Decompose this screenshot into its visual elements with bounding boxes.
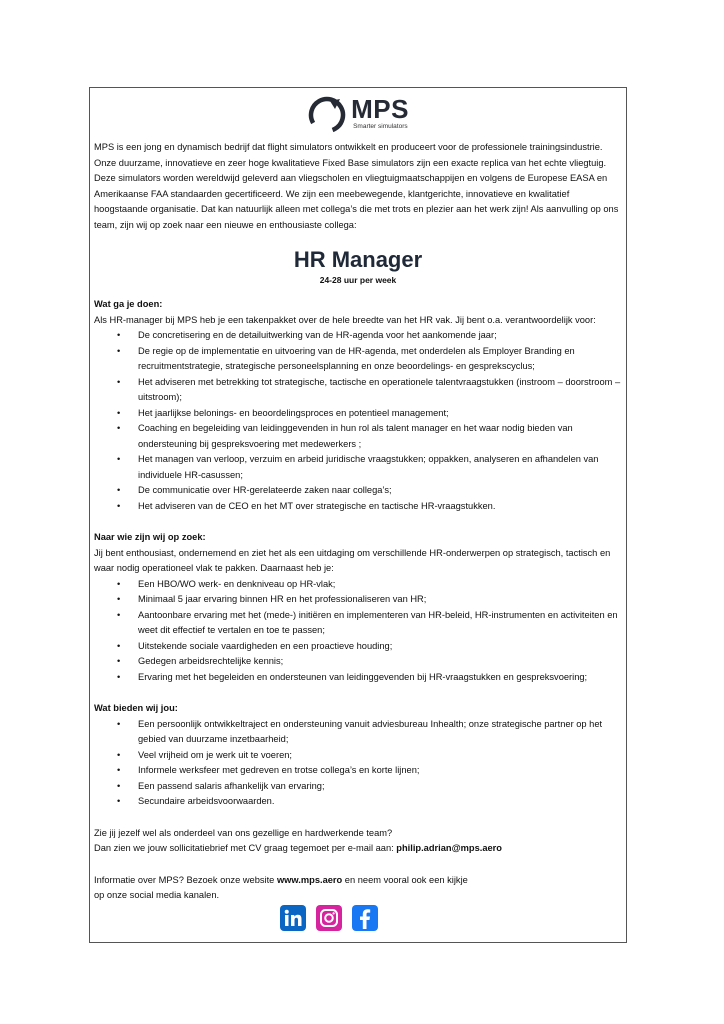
list-item: • Het managen van verloop, verzuim en arbeid juridische vraagstukken; oppakken, analyseren en afhandelen van individuele HR-casussen; [117, 454, 599, 480]
list-item: • Uitstekende sociale vaardigheden en een proactieve houding; [94, 639, 622, 655]
bullet: • [117, 656, 121, 666]
list-item: • Het adviseren van de CEO en het MT over strategische en tactische HR-vraagstukken. [94, 499, 622, 515]
offer-list [94, 717, 622, 810]
job-posting [94, 95, 622, 931]
instagram-icon[interactable] [316, 905, 342, 931]
bullet: • [117, 765, 121, 775]
company-intro: MPS is een jong en dynamisch bedrijf dat flight simulators ontwikkelt en produceert voor de professionele trainingsindustrie. Onze duurzame, innovatieve en zeer hoge kwalitatieve Fixed Base simulators zijn een exacte replica van het echte vliegtuig. Deze simulators worden wereldwijd geleverd aan vliegscholen en vliegtuigmaatschappijen en volgens de Europese EASA en Amerikaanse FAA standaarden gecertificeerd. We zijn een meebewegende, klantgerichte, innovatieve en kwalitatief hoogstaande organisatie. Dat kan natuurlijk alleen met collega’s die met trots en plezier aan het werk zijn! Als aanvulling op ons team, zijn wij op zoek naar een nieuwe en enthousiaste collega: [94, 142, 619, 230]
tasks-list [94, 328, 622, 514]
list-item: • Een HBO/WO werk- en denkniveau op HR-vlak; [94, 577, 622, 593]
bullet: • [117, 345, 121, 356]
list-item: • Een persoonlijk ontwikkeltraject en ondersteuning vanuit adviesbureau Inhealth; onze strategische partner op het gebied van duurzame inzetbaarheid; [117, 718, 603, 744]
info-line-2: op onze social media kanalen. [94, 890, 220, 900]
job-title: HR Manager [293, 247, 423, 272]
section-intro-tasks: Als HR-manager bij MPS heb je een takenpakket over de hele breedte van het HR vak. Jij bent o.a. verantwoordelijk voor: [94, 314, 596, 325]
job-hours: 24-28 uur per week [319, 275, 397, 285]
list-item: • De concretisering en de detailuitwerking van de HR-agenda voor het aankomende jaar; [94, 328, 622, 344]
logo-name: MPS [351, 94, 409, 124]
apply-line-1: Zie jij jezelf wel als onderdeel van ons gezellige en hardwerkende team? [94, 827, 393, 838]
list-item: • Aantoonbare ervaring met het (mede-) initiëren en implementeren van HR-beleid, HR-instrumenten en activiteiten en weet dit effectief te vertalen en toe te passen; [117, 609, 618, 635]
bullet: • [117, 423, 121, 433]
bullet: • [117, 718, 121, 729]
mps-logo-mark-icon [307, 95, 347, 135]
section-heading-offer: Wat bieden wij jou: [94, 703, 178, 713]
list-item: • Informele werksfeer met gedreven en trotse collega’s en korte lijnen; [94, 763, 622, 779]
list-item: • Een passend salaris afhankelijk van ervaring; [94, 779, 622, 795]
bullet: • [117, 780, 121, 791]
list-item: • Het jaarlijkse belonings- en beoordelingsproces en potentieel management; [94, 406, 622, 422]
bullet: • [117, 749, 121, 760]
list-item: • Coaching en begeleiding van leidinggevenden in hun rol als talent manager en het waar nodig bieden van ondersteuning bij gespreksvoering met medewerkers ; [117, 423, 573, 449]
list-item: • Het adviseren met betrekking tot strategische, tactische en operationele talentvraagstukken (instroom – doorstroom – uitstroom); [117, 376, 621, 402]
list-item: • Gedegen arbeidsrechtelijke kennis; [94, 654, 622, 670]
bullet: • [117, 376, 121, 387]
bullet: • [117, 671, 121, 682]
email-link[interactable]: philip.adrian@mps.aero [396, 843, 502, 853]
bullet: • [117, 609, 121, 620]
info-line-1: Informatie over MPS? Bezoek onze website www.mps.aero en neem vooral ook een kijkje [94, 874, 468, 885]
mps-logo [94, 95, 622, 139]
list-item: • De communicatie over HR-gerelateerde zaken naar collega’s; [94, 483, 622, 499]
section-intro-profile: Jij bent enthousiast, ondernemend en ziet het als een uitdaging om verschillende HR-onderwerpen op strategisch, tactisch en waar nodig operationeel vlak te pakken. Daarnaast heb je: [94, 547, 611, 573]
apply-line-2: Dan zien we jouw sollicitatiebrief met CV graag tegemoet per e-mail aan: philip.adrian@mps.aero [94, 843, 502, 853]
bullet: • [117, 796, 121, 806]
list-item: • Minimaal 5 jaar ervaring binnen HR en het professionaliseren van HR; [94, 592, 622, 608]
bullet: • [117, 500, 121, 511]
profile-list [94, 577, 622, 686]
website-link[interactable]: www.mps.aero [276, 874, 343, 885]
list-item: • Secundaire arbeidsvoorwaarden. [94, 794, 622, 810]
list-item: • Veel vrijheid om je werk uit te voeren; [94, 748, 622, 764]
bullet: • [117, 578, 121, 589]
bullet: • [117, 485, 121, 495]
bullet: • [117, 330, 121, 340]
list-item: • De regie op de implementatie en uitvoering van de HR-agenda, met onderdelen als Employer Branding en recruitmentstrategie, strategische personeelsplanning en onze beoordelings- en gesprekscyclus; [117, 345, 575, 371]
logo-tagline: Smarter simulators [353, 123, 408, 130]
section-heading-profile: Naar wie zijn wij op zoek: [94, 532, 206, 542]
social-media-icons [280, 905, 622, 931]
section-heading-tasks: Wat ga je doen: [94, 299, 163, 309]
bullet: • [117, 407, 121, 418]
bullet: • [117, 640, 121, 651]
bullet: • [117, 454, 121, 464]
bullet: • [117, 594, 121, 604]
list-item: • Ervaring met het begeleiden en ondersteunen van leidinggevenden bij HR-vraagstukken en gespreksvoering; [94, 670, 622, 686]
facebook-icon[interactable] [352, 905, 378, 931]
linkedin-icon[interactable] [280, 905, 306, 931]
